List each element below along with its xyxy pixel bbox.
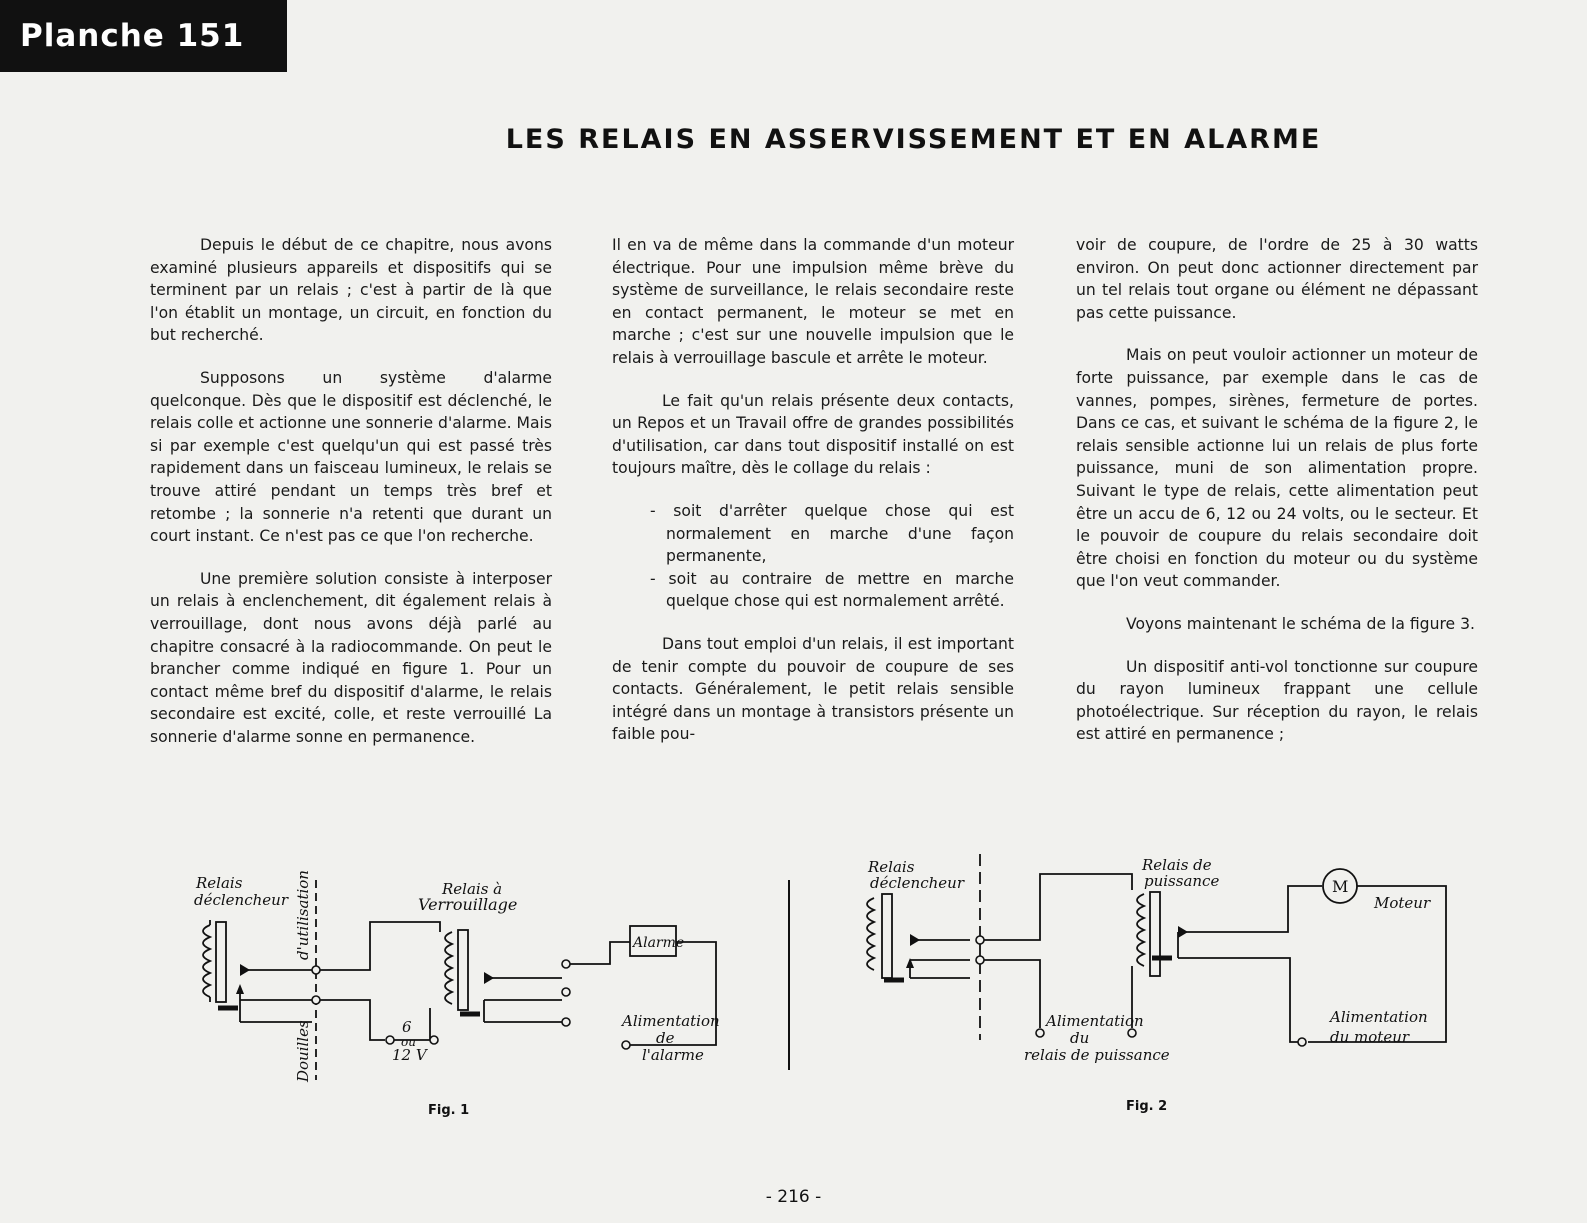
paragraph: Supposons un système d'alarme quelconque. Dès que le dispositif est déclenché, le relais colle et actionne une sonnerie d'alarme. Mais si par exemple c'est quelqu'un qui est passé très rapidement dans un faisceau lumineux, le relais se trouve attiré pendant un temps très bref et retombe ; la sonnerie n'a retenti que durant un court instant. Ce n'est pas ce que l'on recherche. bbox=[150, 368, 552, 546]
fig1-label-ou: ou bbox=[401, 1035, 416, 1049]
text-column-3 bbox=[1076, 234, 1478, 766]
paragraph: Depuis le début de ce chapitre, nous avons examiné plusieurs appareils et dispositifs qui se terminent par un relais ; c'est à partir de là que l'on établit un montage, un circuit, en fonction du but recherché. bbox=[150, 236, 552, 345]
fig2-label-moteur: Moteur bbox=[1374, 894, 1431, 912]
fig1-label-utilisation: d'utilisation bbox=[294, 870, 312, 960]
list-item: - soit d'arrêter quelque chose qui est normalement en marche d'une façon permanente, bbox=[666, 500, 1014, 568]
fig2-label-alimentation1: Alimentation bbox=[1046, 1012, 1144, 1030]
figure-2-diagram bbox=[860, 850, 1460, 1080]
figure-divider bbox=[788, 880, 790, 1070]
page-number: - 216 - bbox=[765, 1187, 822, 1207]
paragraph: Dans tout emploi d'un relais, il est important de tenir compte du pouvoir de coupure de ses contacts. Généralement, le petit relais sensible intégré dans un montage à transistors présente un faible pou- bbox=[612, 634, 1014, 744]
page-title: LES RELAIS EN ASSERVISSEMENT ET EN ALARME bbox=[505, 124, 1322, 155]
fig2-label-du1: du bbox=[1070, 1029, 1090, 1047]
figure-2-caption: Fig. 2 bbox=[1126, 1099, 1168, 1114]
fig2-label-m: M bbox=[1332, 877, 1349, 896]
fig2-label-du-moteur: du moteur bbox=[1330, 1028, 1410, 1046]
figure-1-diagram bbox=[180, 860, 740, 1090]
figure-1-caption: Fig. 1 bbox=[428, 1103, 470, 1118]
text-column-2 bbox=[612, 234, 1014, 766]
fig2-label-alimentation2: Alimentation bbox=[1330, 1008, 1428, 1026]
fig1-label-6: 6 bbox=[402, 1018, 412, 1036]
plate-label: Planche 151 bbox=[0, 0, 287, 72]
paragraph: Voyons maintenant le schéma de la figure 3. bbox=[1126, 614, 1475, 633]
list-item: - soit au contraire de mettre en marche quelque chose qui est normalement arrêté. bbox=[666, 568, 1014, 613]
fig1-label-verrouillage: Verrouillage bbox=[418, 895, 518, 914]
fig2-label-relais-de-puissance: relais de puissance bbox=[1024, 1046, 1170, 1064]
fig1-label-alarme: Alarme bbox=[633, 935, 685, 951]
fig2-label-declencheur: déclencheur bbox=[870, 874, 964, 892]
fig2-label-relais2: Relais de bbox=[1142, 856, 1212, 874]
paragraph: Un dispositif anti-vol tonctionne sur coupure du rayon lumineux frappant une cellule photoélectrique. Sur réception du rayon, le relais est attiré en permanence ; bbox=[1076, 657, 1478, 744]
paragraph: Le fait qu'un relais présente deux contacts, un Repos et un Travail offre de grandes possibilités d'utilisation, car dans tout dispositif installé on est toujours maître, dès le collage du relais : bbox=[612, 391, 1014, 478]
fig1-label-relais1: Relais bbox=[196, 874, 243, 892]
fig2-label-relais1: Relais bbox=[868, 858, 915, 876]
text-column-1 bbox=[150, 234, 552, 768]
fig1-label-alimentation: Alimentation bbox=[622, 1012, 720, 1030]
fig1-label-declencheur: déclencheur bbox=[194, 891, 288, 909]
fig1-label-12v: 12 V bbox=[392, 1046, 427, 1064]
fig1-label-de: de bbox=[656, 1029, 675, 1047]
paragraph: voir de coupure, de l'ordre de 25 à 30 watts environ. On peut donc actionner directement par un tel relais tout organe ou élément ne dépassant pas cette puissance. bbox=[1076, 236, 1478, 322]
fig1-label-douilles: Douilles bbox=[294, 1020, 312, 1082]
paragraph: Mais on peut vouloir actionner un moteur de forte puissance, par exemple dans le cas de vannes, pompes, sirènes, fermeture de portes. Dans ce cas, et suivant le schéma de la figure 2, le relais sensible actionne lui un relais de plus forte puissance, muni de son alimentation propre. Suivant le type de relais, cette alimentation peut être un accu de 6, 12 ou 24 volts, ou le secteur. Et le pouvoir de coupure du relais secondaire doit être choisi en fonction du moteur ou du système que l'on veut commander. bbox=[1076, 346, 1478, 591]
fig2-label-puissance: puissance bbox=[1144, 872, 1220, 890]
paragraph: Une première solution consiste à interposer un relais à enclenchement, dit également relais à verrouillage, dont nous avons déjà parlé au chapitre consacré à la radiocommande. On peut le brancher comme indiqué en figure 1. Pour un contact même bref du dispositif d'alarme, le relais secondaire est excité, colle, et reste verrouillé La sonnerie d'alarme sonne en permanence. bbox=[150, 569, 552, 746]
list bbox=[612, 500, 1014, 613]
fig1-label-lalarme: l'alarme bbox=[642, 1046, 704, 1064]
paragraph: Il en va de même dans la commande d'un moteur électrique. Pour une impulsion même brève du système de surveillance, le relais secondaire reste en contact permanent, le moteur se met en marche ; c'est sur une nouvelle impulsion que le relais à verrouillage bascule et arrête le moteur. bbox=[612, 236, 1014, 367]
fig1-label-relais2: Relais à bbox=[442, 880, 503, 898]
